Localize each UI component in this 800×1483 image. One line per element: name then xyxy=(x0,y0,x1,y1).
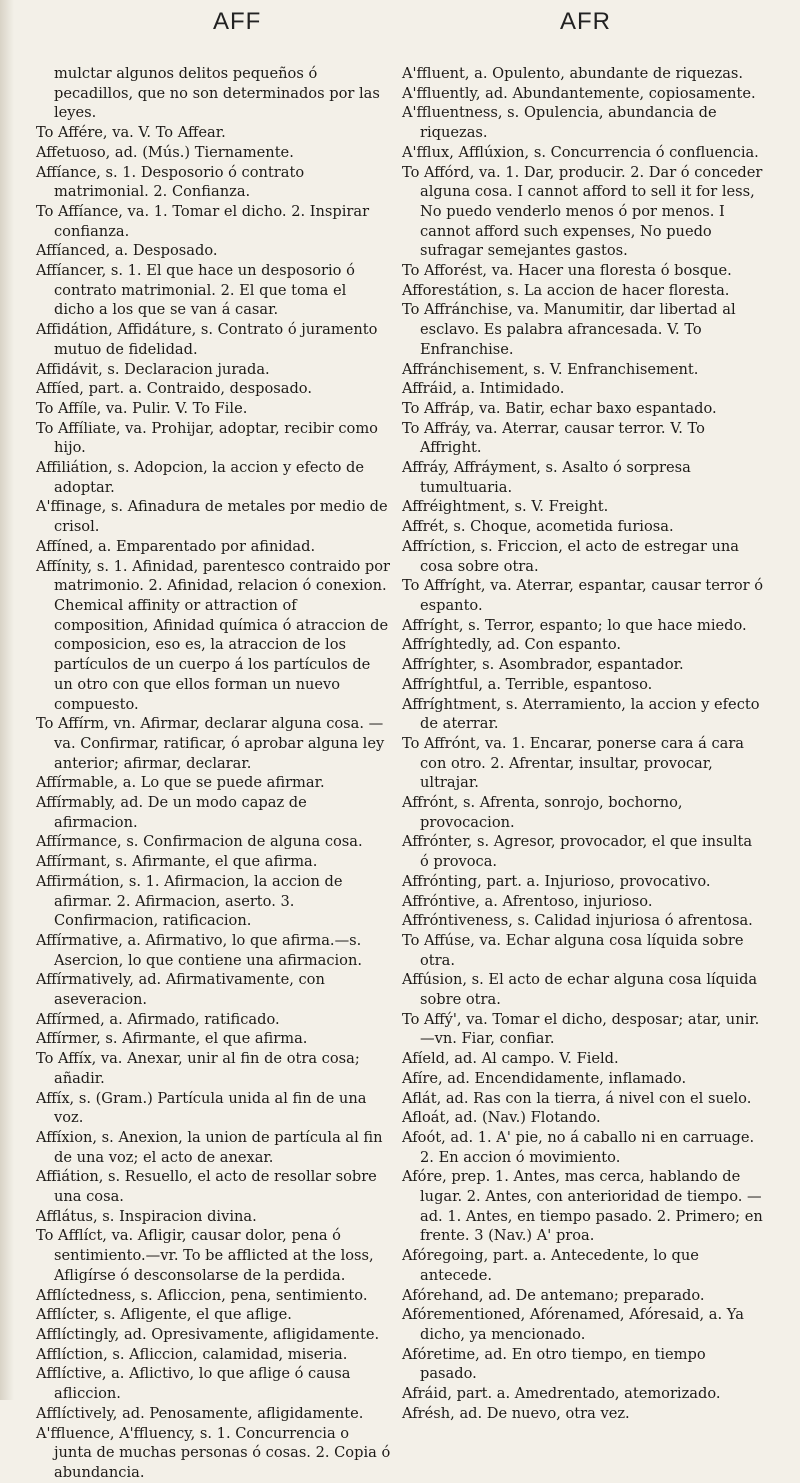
dictionary-entry: Afoót, ad. 1. A' pie, no á caballo ni en carruage. 2. En accion ó movimiento. xyxy=(402,1128,755,1166)
dictionary-entry: Aflát, ad. Ras con la tierra, á nivel con el suelo. xyxy=(402,1089,752,1107)
dictionary-entry: Afforestátion, s. La accion de hacer floresta. xyxy=(402,281,730,299)
dictionary-entry: A'ffluence, A'ffluency, s. 1. Concurrencia o junta de muchas personas ó cosas. 2. Copia ó abundancia. xyxy=(36,1424,391,1481)
dictionary-entry: To Affrónt, va. 1. Encarar, ponerse cara á cara con otro. 2. Afrentar, insultar, provocar, ultrajar. xyxy=(402,734,745,792)
dictionary-entry: Afórementioned, Afórenamed, Afóresaid, a. Ya dicho, ya mencionado. xyxy=(402,1306,744,1343)
dictionary-entry: To Affránchise, va. Manumitir, dar libertad al esclavo. Es palabra afrancesada. V. To Enfranchise. xyxy=(402,301,736,358)
dictionary-entry: Affírmer, s. Afirmante, el que afirma. xyxy=(36,1030,308,1048)
dictionary-entry: A'ffinage, s. Afinadura de metales por medio de crisol. xyxy=(36,498,388,536)
dictionary-entry: Afrésh, ad. De nuevo, otra vez. xyxy=(402,1404,630,1422)
dictionary-entry: Afráid, part. a. Amedrentado, atemorizado. xyxy=(402,1385,721,1403)
dictionary-entry: Affírmative, a. Afirmativo, lo que afirma.—s. Asercion, lo que contiene una afirmacion. xyxy=(36,931,363,969)
dictionary-entry: mulctar algunos delitos pequeños ó pecadillos, que no son determinados por las leyes. xyxy=(54,65,380,122)
header-left-guideword: AFF xyxy=(213,8,262,35)
dictionary-entry: Affidátion, Affidáture, s. Contrato ó juramento mutuo de fidelidad. xyxy=(36,321,378,358)
dictionary-entry: Affírmant, s. Afirmante, el que afirma. xyxy=(36,853,318,871)
dictionary-entry: A'ffluentness, s. Opulencia, abundancia de riquezas. xyxy=(402,104,717,142)
dictionary-entry: To Affráy, va. Aterrar, causar terror. V. To Affright. xyxy=(402,419,705,457)
dictionary-entry: Afóregoing, part. a. Antecedente, lo que antecede. xyxy=(402,1247,699,1284)
dictionary-entry: Afórehand, ad. De antemano; preparado. xyxy=(402,1286,705,1304)
dictionary-entry: Affíance, s. 1. Desposorio ó contrato matrimonial. 2. Confianza. xyxy=(36,163,305,201)
dictionary-entry: Affróntive, a. Afrentoso, injurioso. xyxy=(402,892,653,910)
dictionary-entry: Afíre, ad. Encendidamente, inflamado. xyxy=(402,1069,687,1087)
dictionary-entry: Afflíctive, a. Aflictivo, lo que aflige ó causa afliccion. xyxy=(36,1365,351,1403)
dictionary-entry: Affrónting, part. a. Injurioso, provocativo. xyxy=(402,872,711,890)
dictionary-entry: To Affórd, va. 1. Dar, producir. 2. Dar ó conceder alguna cosa. I cannot afford to sell it for less, No puedo venderlo menos ó por menos. I cannot afford such expenses, No puedo sufragar semejantes gastos. xyxy=(402,163,763,260)
dictionary-entry: A'ffluently, ad. Abundantemente, copiosamente. xyxy=(402,84,756,102)
running-head xyxy=(0,8,800,48)
dictionary-entry: Afóretime, ad. En otro tiempo, en tiempo pasado. xyxy=(402,1345,706,1383)
dictionary-entry: Afflícter, s. Afligente, el que aflige. xyxy=(36,1306,292,1324)
dictionary-entry: Affíed, part. a. Contraido, desposado. xyxy=(36,380,312,398)
dictionary-entry: To Affráp, va. Batir, echar baxo espantado. xyxy=(402,399,717,417)
header-right-guideword: AFR xyxy=(560,8,611,35)
dictionary-entry: Affúsion, s. El acto de echar alguna cosa líquida sobre otra. xyxy=(402,971,758,1009)
dictionary-entry: Affríghtedly, ad. Con espanto. xyxy=(402,636,622,654)
dictionary-entry: Affíancer, s. 1. El que hace un desposorio ó contrato matrimonial. 2. El que toma el dicho a los que se van á casar. xyxy=(36,262,355,319)
dictionary-entry: Afflíctedness, s. Afliccion, pena, sentimiento. xyxy=(36,1286,368,1304)
dictionary-entry: Affríction, s. Friccion, el acto de estregar una cosa sobre otra. xyxy=(402,537,739,575)
dictionary-entry: Affidávit, s. Declaracion jurada. xyxy=(36,360,270,378)
dictionary-entry: Affróntiveness, s. Calidad injuriosa ó afrentosa. xyxy=(402,912,753,930)
dictionary-entry: Affírmance, s. Confirmacion de alguna cosa. xyxy=(36,833,363,851)
dictionary-entry: Affírmably, ad. De un modo capaz de afirmacion. xyxy=(36,794,307,831)
dictionary-entry: Affiátion, s. Resuello, el acto de resollar sobre una cosa. xyxy=(36,1168,377,1206)
dictionary-entry: Affíx, s. (Gram.) Partícula unida al fin de una voz. xyxy=(36,1089,367,1127)
dictionary-entry: To Affírm, vn. Afirmar, declarar alguna cosa. —va. Confirmar, ratificar, ó aprobar alguna ley anterior; afirmar, declarar. xyxy=(36,715,385,772)
dictionary-entry: Affíanced, a. Desposado. xyxy=(36,242,218,260)
dictionary-entry: Affínity, s. 1. Afinidad, parentesco contraido por matrimonio. 2. Afinidad, relacion ó conexion. Chemical affinity or attraction of composition, Afinidad química ó atraccion de composicion, eso es, la atraccion de los partículos de un cuerpo á los partículos de un otro con que ellos forman un nuevo compuesto. xyxy=(36,557,390,713)
dictionary-entry: Afflíctively, ad. Penosamente, afligidamente. xyxy=(36,1404,364,1422)
dictionary-entry: To Affíx, va. Anexar, unir al fin de otra cosa; añadir. xyxy=(36,1050,360,1087)
left-column xyxy=(36,64,391,1483)
dictionary-entry: Afíeld, ad. Al campo. V. Field. xyxy=(402,1050,619,1068)
dictionary-entry: To Affére, va. V. To Affear. xyxy=(36,124,226,142)
dictionary-entry: To Affríght, va. Aterrar, espantar, causar terror ó espanto. xyxy=(402,577,764,614)
dictionary-entry: Affráid, a. Intimidado. xyxy=(402,380,565,398)
dictionary-entry: Affrónt, s. Afrenta, sonrojo, bochorno, provocacion. xyxy=(402,794,683,831)
dictionary-entry: Affríghter, s. Asombrador, espantador. xyxy=(402,656,684,674)
dictionary-entry: A'ffluent, a. Opulento, abundante de riquezas. xyxy=(402,65,744,82)
dictionary-entry: To Affíliate, va. Prohijar, adoptar, recibir como hijo. xyxy=(36,419,378,457)
dictionary-entry: Affírmatively, ad. Afirmativamente, con aseveracion. xyxy=(36,971,325,1009)
dictionary-entry: Afflíction, s. Afliccion, calamidad, miseria. xyxy=(36,1345,348,1363)
dictionary-entry: To Afflíct, va. Afligir, causar dolor, pena ó sentimiento.—vr. To be afflicted at the loss, Afligírse ó desconsolarse de la perdida. xyxy=(36,1227,374,1284)
dictionary-entry: Afóre, prep. 1. Antes, mas cerca, hablando de lugar. 2. Antes, con anterioridad de tiempo. —ad. 1. Antes, en tiempo pasado. 2. Primero; en frente. 3 (Nav.) A' proa. xyxy=(402,1168,763,1245)
dictionary-entry: Affirmátion, s. 1. Afirmacion, la accion de afirmar. 2. Afirmacion, aserto. 3. Confirmacion, ratificacion. xyxy=(36,872,343,930)
dictionary-entry: To Affúse, va. Echar alguna cosa líquida sobre otra. xyxy=(402,931,744,969)
dictionary-entry: To Affíance, va. 1. Tomar el dicho. 2. Inspirar confianza. xyxy=(36,202,370,240)
dictionary-entry: Affráy, Affráyment, s. Asalto ó sorpresa tumultuaria. xyxy=(402,459,691,496)
dictionary-entry: Affránchisement, s. V. Enfranchisement. xyxy=(402,360,699,378)
dictionary-entry: Affríghtment, s. Aterramiento, la accion y efecto de aterrar. xyxy=(402,695,760,733)
dictionary-entry: A'fflux, Afflúxion, s. Concurrencia ó confluencia. xyxy=(402,143,759,161)
dictionary-entry: Affrónter, s. Agresor, provocador, el que insulta ó provoca. xyxy=(402,833,753,871)
dictionary-entry: To Affíle, va. Pulir. V. To File. xyxy=(36,399,248,417)
dictionary-entry: To Afforést, va. Hacer una floresta ó bosque. xyxy=(402,262,732,280)
dictionary-entry: Affríght, s. Terror, espanto; lo que hace miedo. xyxy=(402,616,747,634)
dictionary-entry: Affírmable, a. Lo que se puede afirmar. xyxy=(36,774,325,792)
dictionary-entry: Affrét, s. Choque, acometida furiosa. xyxy=(402,518,674,536)
dictionary-entry: Affiliátion, s. Adopcion, la accion y efecto de adoptar. xyxy=(36,459,364,496)
dictionary-entry: Afflátus, s. Inspiracion divina. xyxy=(36,1207,257,1225)
page-edge-shadow xyxy=(0,0,14,1400)
dictionary-entry: Affíned, a. Emparentado por afinidad. xyxy=(36,537,316,555)
dictionary-entry: Afloát, ad. (Nav.) Flotando. xyxy=(402,1109,601,1127)
right-column xyxy=(402,64,764,1424)
dictionary-entry: Affetuoso, ad. (Mús.) Tiernamente. xyxy=(36,143,294,161)
dictionary-entry: Affírmed, a. Afirmado, ratificado. xyxy=(36,1010,280,1028)
dictionary-entry: Affíxion, s. Anexion, la union de partícula al fin de una voz; el acto de anexar. xyxy=(36,1128,383,1166)
dictionary-entry: Affréightment, s. V. Freight. xyxy=(402,498,609,516)
dictionary-entry: Affríghtful, a. Terrible, espantoso. xyxy=(402,675,653,693)
dictionary-entry: Afflíctingly, ad. Opresivamente, afligidamente. xyxy=(36,1326,380,1343)
dictionary-entry: To Affý', va. Tomar el dicho, desposar; atar, unir.—vn. Fiar, confiar. xyxy=(402,1010,760,1048)
